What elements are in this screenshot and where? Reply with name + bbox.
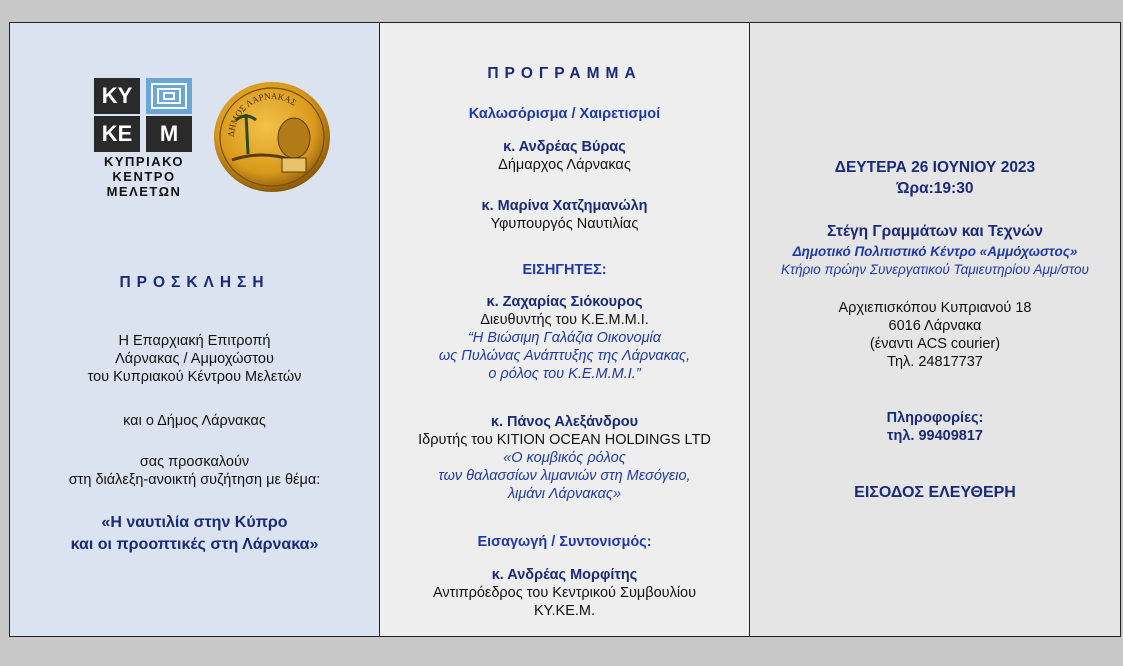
- kykem-name-line: ΚΕΝΤΡΟ: [112, 169, 176, 184]
- free-entry: ΕΙΣΟΔΟΣ ΕΛΕΥΘΕΡΗ: [854, 484, 1016, 501]
- phone-line: Τηλ. 24817737: [887, 354, 983, 370]
- invitation-heading: ΠΡΟΣΚΛΗΣΗ: [119, 274, 270, 291]
- organizer-line: Λάρνακας / Αμμοχώστου: [115, 351, 274, 367]
- invitation-line: σας προσκαλούν: [139, 454, 250, 470]
- venue-building: Κτήριο πρώην Συνεργατικού Ταμιευτηρίου Αμμ/στου: [781, 262, 1089, 277]
- kykem-logo-maze-icon: [146, 78, 192, 114]
- topic-line: «Η ναυτιλία στην Κύπρο: [101, 514, 288, 531]
- program-heading: ΠΡΟΓΡΑΜΜΑ: [487, 65, 642, 82]
- talk-title-line: των θαλασσίων λιμανιών στη Μεσόγειο,: [438, 468, 691, 484]
- kykem-logo-name: [94, 154, 194, 199]
- venue-name: Στέγη Γραμμάτων και Τεχνών: [827, 223, 1043, 240]
- talk-title-line: «Ο κομβικός ρόλος: [503, 450, 626, 466]
- speaker-name: κ. Ανδρέας Βύρας: [503, 139, 626, 155]
- speaker-name: κ. Μαρίνα Χατζημανώλη: [481, 198, 648, 214]
- kykem-name-line: ΜΕΛΕΤΩΝ: [106, 184, 182, 199]
- organizer-line: του Κυπριακού Κέντρου Μελετών: [87, 369, 302, 385]
- coin-text: ΔΗΜΟΣ ΛΑΡΝΑΚΑΣ: [225, 90, 299, 138]
- speaker-role: Διευθυντής του Κ.Ε.Μ.Μ.Ι.: [480, 312, 649, 328]
- speaker-name: κ. Πάνος Αλεξάνδρου: [490, 414, 639, 430]
- organizer-line: Η Επαρχιακή Επιτροπή: [118, 333, 271, 349]
- welcome-heading: Καλωσόρισμα / Χαιρετισμοί: [468, 106, 661, 122]
- address-line: (έναντι ACS courier): [869, 336, 1001, 352]
- invitation-line: στη διάλεξη-ανοικτή συζήτηση με θέμα:: [68, 472, 321, 488]
- larnaca-municipality-coin-logo: [212, 80, 332, 194]
- talk-title-line: ως Πυλώνας Ανάπτυξης της Λάρνακας,: [438, 348, 691, 364]
- moderator-name: κ. Ανδρέας Μορφίτης: [491, 567, 638, 583]
- info-phone: τηλ. 99409817: [887, 428, 983, 444]
- venue-subtitle: Δημοτικό Πολιτιστικό Κέντρο «Αμμόχωστος»: [792, 244, 1078, 259]
- speaker-role: Ιδρυτής του KITION OCEAN HOLDINGS LTD: [418, 432, 711, 448]
- kykem-logo: [94, 78, 194, 198]
- moderator-org: ΚΥ.ΚΕ.Μ.: [534, 603, 595, 619]
- event-time: Ώρα:19:30: [896, 180, 974, 197]
- speaker-role: Υφυπουργός Ναυτιλίας: [490, 216, 639, 232]
- invitation-card: [9, 22, 1121, 637]
- kykem-logo-ke: ΚΕ: [94, 116, 140, 152]
- moderator-role: Αντιπρόεδρος του Κεντρικού Συμβουλίου: [432, 585, 697, 601]
- co-organizer-line: και ο Δήμος Λάρνακας: [123, 413, 266, 429]
- logos: [94, 78, 334, 198]
- talk-title-line: λιμάνι Λάρνακας»: [507, 486, 622, 502]
- program-panel: [380, 23, 750, 636]
- event-date: ΔΕΥΤΕΡΑ 26 ΙΟΥΝΙΟΥ 2023: [834, 159, 1036, 176]
- talk-title-line: ο ρόλος του Κ.Ε.Μ.Μ.Ι.”: [488, 366, 641, 382]
- invitation-panel: [10, 23, 380, 636]
- kykem-logo-m: Μ: [146, 116, 192, 152]
- address-line: Αρχιεπισκόπου Κυπριανού 18: [838, 300, 1032, 316]
- speaker-name: κ. Ζαχαρίας Σιόκουρος: [486, 294, 643, 310]
- speakers-heading: ΕΙΣΗΓΗΤΕΣ:: [522, 262, 607, 278]
- kykem-logo-ky: ΚΥ: [94, 78, 140, 114]
- talk-title-line: “Η Βιώσιμη Γαλάζια Οικονομία: [467, 330, 662, 346]
- intro-heading: Εισαγωγή / Συντονισμός:: [477, 534, 652, 550]
- address-line: 6016 Λάρνακα: [888, 318, 982, 334]
- speaker-role: Δήμαρχος Λάρνακας: [498, 157, 631, 173]
- topic-line: και οι προοπτικές στη Λάρνακα»: [70, 536, 319, 553]
- event-details-panel: [750, 23, 1120, 636]
- kykem-name-line: ΚΥΠΡΙΑΚΟ: [103, 154, 185, 169]
- info-label: Πληροφορίες:: [886, 410, 984, 426]
